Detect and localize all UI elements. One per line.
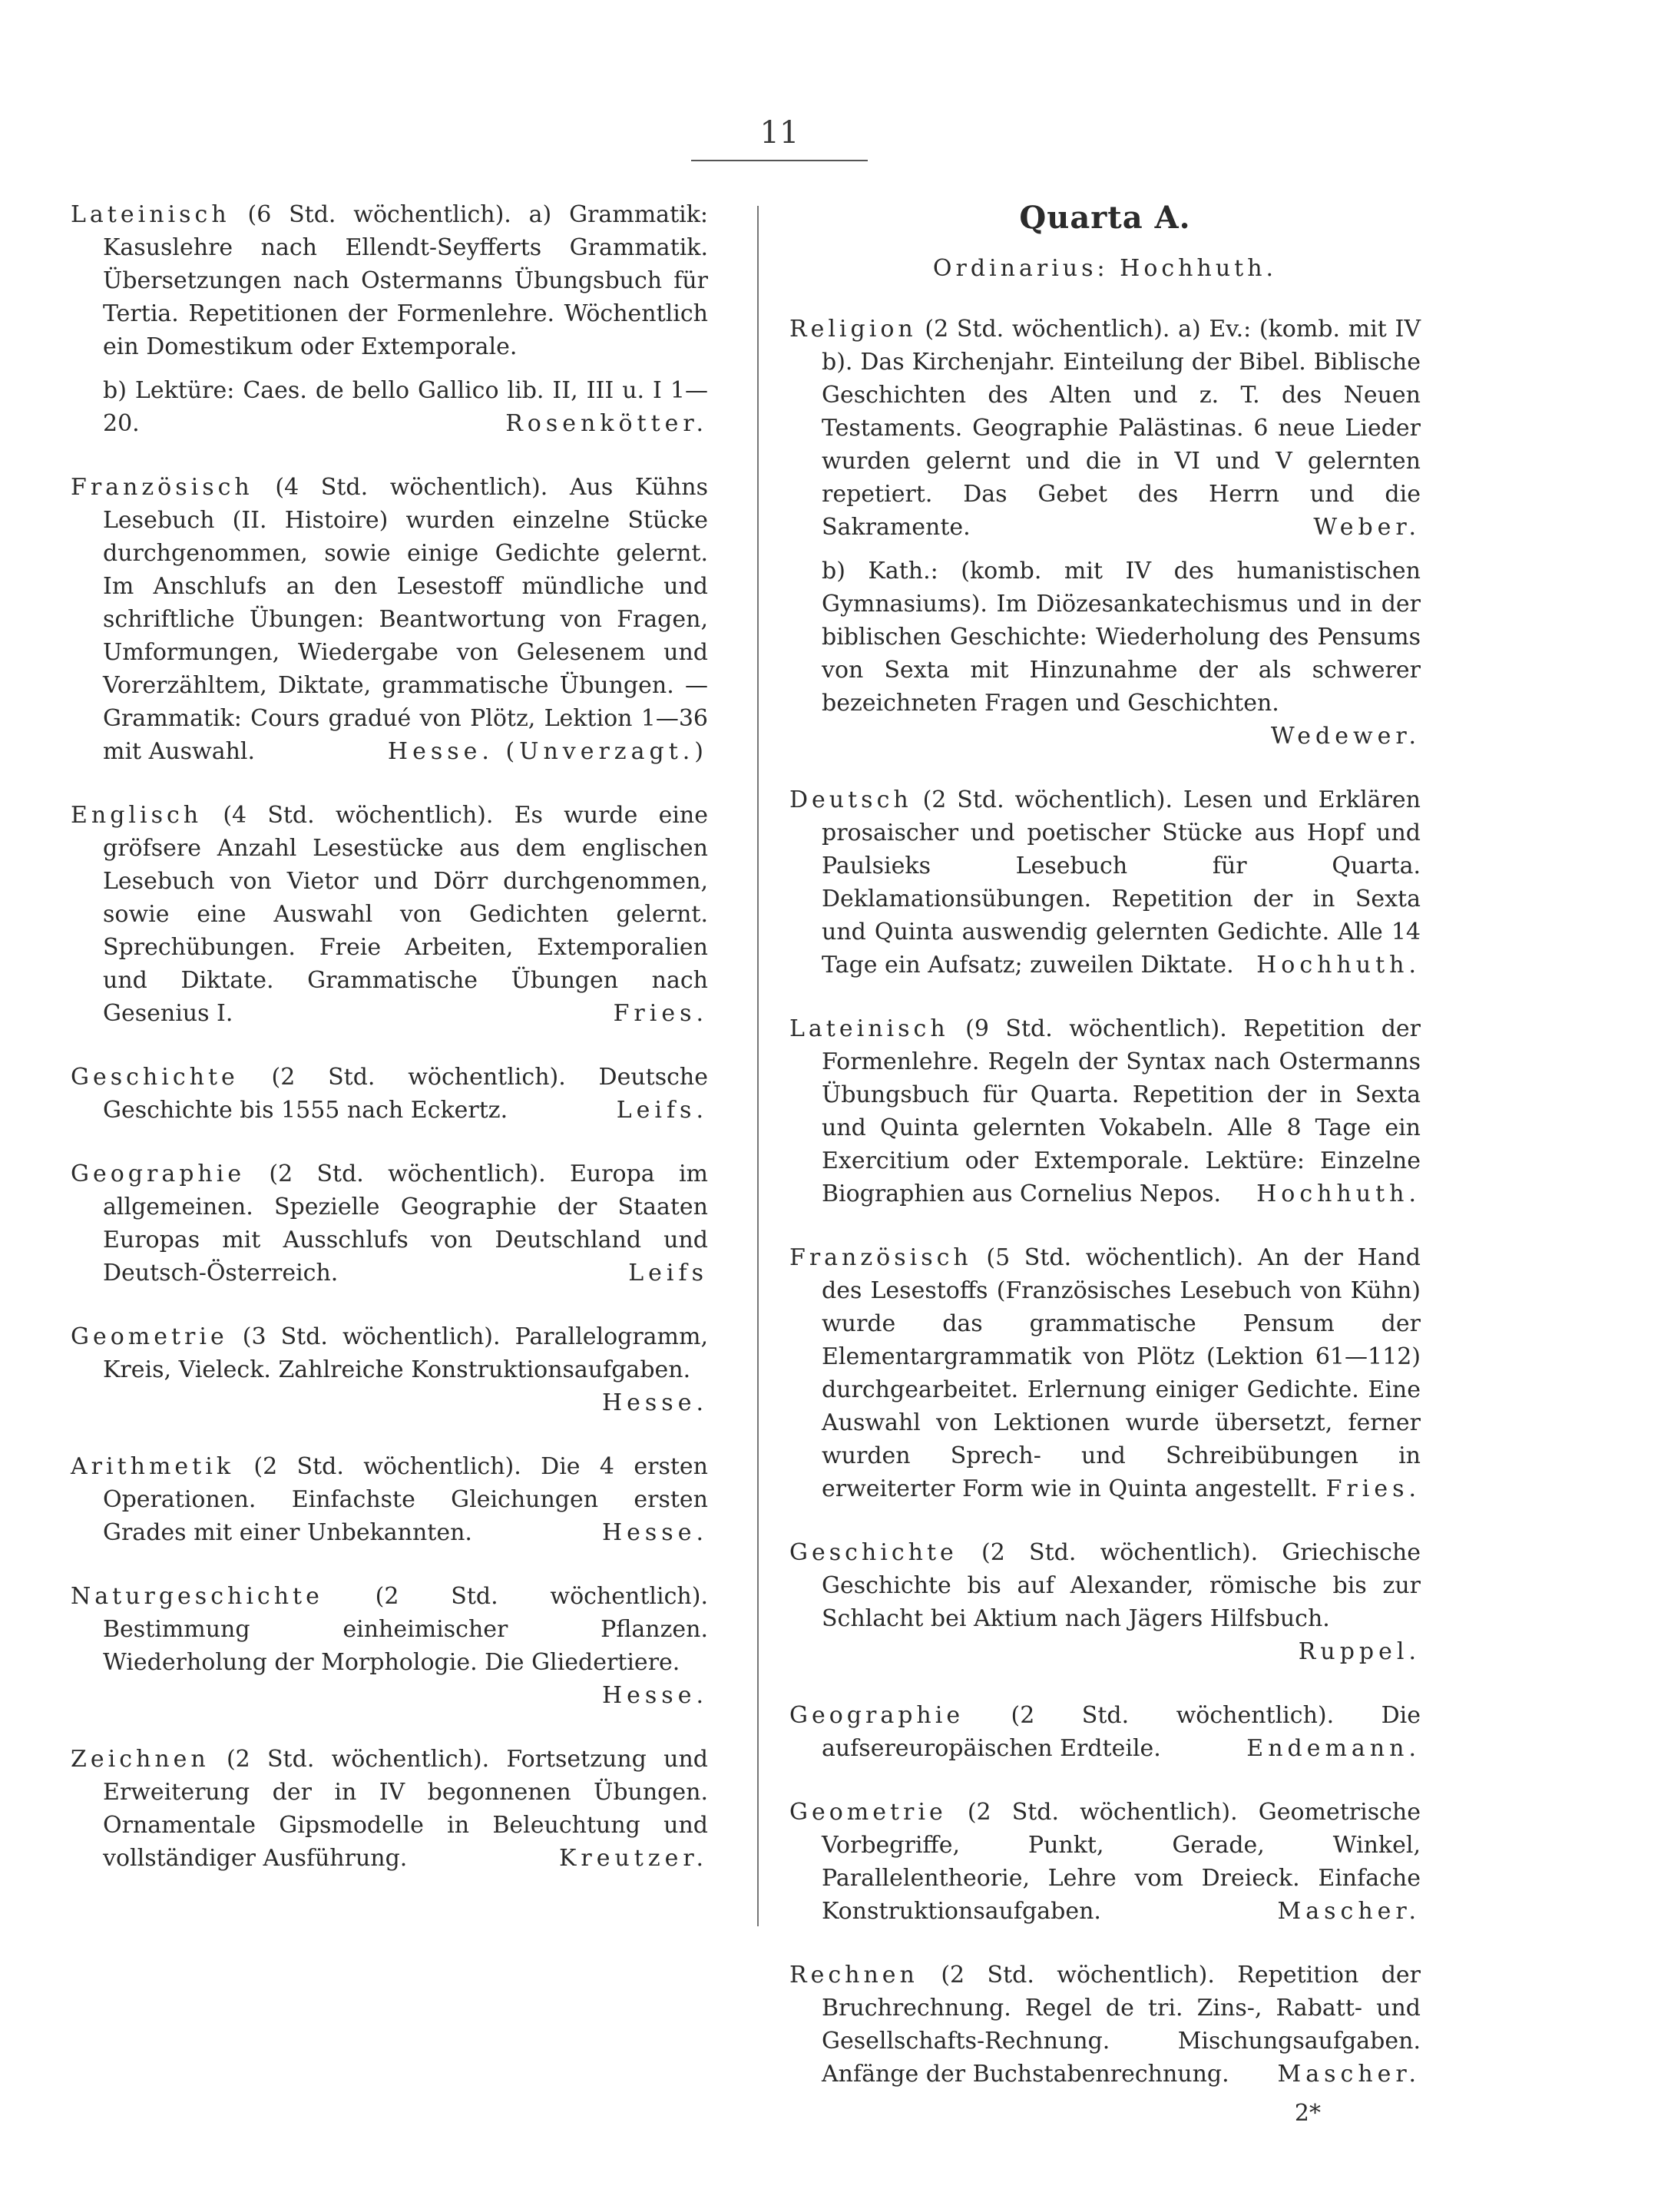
section-text: (2 Std. wöchentlich). Griechische Geschichte bis auf Alexander, römische bis zur Schlacht bei Aktium nach Jägers Hilfsbuch. bbox=[822, 1539, 1421, 1632]
subject-label: Lateinisch bbox=[789, 1015, 949, 1042]
section-arithmetik bbox=[71, 1450, 708, 1549]
subject-label: Religion bbox=[789, 316, 917, 343]
column-divider bbox=[757, 206, 759, 1926]
section-text: (2 Std. wöchentlich). Geometrische Vorbegriffe, Punkt, Gerade, Winkel, Parallelentheorie, Lehre vom Dreieck. Einfache Konstruktionsaufgaben. bbox=[822, 1799, 1421, 1925]
section-geschichte-left bbox=[71, 1061, 708, 1127]
subject-label: Zeichnen bbox=[71, 1746, 210, 1773]
section-franzoesisch-right bbox=[789, 1241, 1421, 1505]
teacher-name: Rosenkötter. bbox=[505, 410, 708, 437]
section-geographie-left bbox=[71, 1157, 708, 1290]
teacher-name: Hochhuth. bbox=[1256, 952, 1421, 979]
section-text: (9 Std. wöchentlich). Repetition der Formenlehre. Regeln der Syntax nach Ostermanns Übungsbuch für Quarta. Repetition der in Sexta und Quinta gelernten Vokabeln. Alle 8 Tage ein Exercitium oder Extemporale. Lektüre: Einzelne Biographien aus Cornelius Nepos. bbox=[822, 1015, 1421, 1207]
section-geschichte-right bbox=[789, 1536, 1421, 1668]
section-text: (3 Std. wöchentlich). Parallelogramm, Kreis, Vieleck. Zahlreiche Konstruktionsaufgaben. bbox=[103, 1323, 708, 1383]
section-franzoesisch-left bbox=[71, 471, 708, 768]
teacher-name: Kreutzer. bbox=[558, 1845, 708, 1872]
subject-label: Geographie bbox=[71, 1161, 246, 1187]
subject-label: Geschichte bbox=[789, 1539, 958, 1566]
signature-mark: 2* bbox=[1294, 2100, 1321, 2127]
subject-label: Rechnen bbox=[789, 1962, 918, 1988]
section-text: (5 Std. wöchentlich). An der Hand des Lesestoffs (Französisches Lesebuch von Kühn) wurde das grammatische Pensum der Elementargrammatik von Plötz (Lektion 61—112) durchgearbeitet. Erlernung einiger Gedichte. Eine Auswahl von Lektionen wurde übersetzt, ferner wurden Sprech- und Schreibübungen in erweiterter Form wie in Quinta angestellt. bbox=[822, 1244, 1421, 1502]
subsection bbox=[103, 374, 708, 440]
page-number: 11 bbox=[759, 115, 799, 151]
section-text: (2 Std. wöchentlich). Fortsetzung und Erweiterung der in IV begonnenen Übungen. Ornamentale Gipsmodelle in Beleuchtung und vollständiger Ausführung. bbox=[103, 1746, 708, 1872]
section-text: (2 Std. wöchentlich). Repetition der Bruchrechnung. Regel de tri. Zins-, Rabatt- und Gesellschafts-Rechnung. Mischungsaufgaben. Anfänge der Buchstabenrechnung. bbox=[822, 1962, 1421, 2088]
subject-label: Geometrie bbox=[789, 1799, 947, 1826]
subject-label: Arithmetik bbox=[71, 1453, 235, 1480]
section-text: (2 Std. wöchentlich). Lesen und Erklären prosaischer und poetischer Stücke aus Hopf und Paulsieks Lesebuch für Quarta. Deklamationsübungen. Repetition der in Sexta und Quinta auswendig gelernten Gedichte. Alle 14 Tage ein Aufsatz; zuweilen Diktate. bbox=[822, 786, 1421, 979]
subject-label: Geographie bbox=[789, 1702, 965, 1729]
teacher-name: Fries. bbox=[613, 1000, 708, 1027]
teacher-name: Hochhuth. bbox=[1256, 1181, 1421, 1207]
section-geometrie-right bbox=[789, 1796, 1421, 1928]
section-geometrie-left bbox=[71, 1320, 708, 1419]
subsection-text: b) Kath.: (komb. mit IV des humanistischen Gymnasiums). Im Diözesankatechismus und in der biblischen Geschichte: Wiederholung des Pensums von Sexta mit Hinzunahme der als schwerer bezeichneten Fragen und Geschichten. bbox=[822, 558, 1421, 717]
subject-label: Lateinisch bbox=[71, 201, 230, 228]
section-englisch bbox=[71, 799, 708, 1030]
teacher-name: Fries. bbox=[1325, 1475, 1421, 1502]
teacher-name: Hesse. (Unverzagt.) bbox=[387, 738, 708, 765]
class-title: Quarta A. bbox=[1019, 200, 1191, 236]
header-rule bbox=[691, 160, 868, 161]
subject-label: Deutsch bbox=[789, 786, 912, 813]
teacher-name: Endemann. bbox=[1246, 1735, 1421, 1762]
teacher-name: Leifs bbox=[628, 1260, 708, 1286]
subsection bbox=[822, 555, 1421, 753]
section-geographie-right bbox=[789, 1699, 1421, 1765]
right-column bbox=[789, 198, 1421, 2130]
subject-label: Französisch bbox=[71, 474, 253, 501]
teacher-name: Leifs. bbox=[616, 1097, 708, 1124]
section-rechnen bbox=[789, 1959, 1421, 2091]
section-text: (4 Std. wöchentlich). Aus Kühns Lesebuch (II. Histoire) wurden einzelne Stücke durchgenommen, sowie einige Gedichte gelernt. Im Anschlufs an den Lesestoff mündliche und schriftliche Übungen: Beantwortung von Fragen, Umformungen, Wiedergabe von Gelesenem und Vorerzähltem, Diktate, grammatische Übungen. — Grammatik: Cours gradué von Plötz, Lektion 1—36 mit Auswahl. bbox=[103, 474, 708, 765]
section-naturgeschichte bbox=[71, 1580, 708, 1712]
section-text: (6 Std. wöchentlich). a) Grammatik: Kasuslehre nach Ellendt-Seyfferts Grammatik. Übersetzungen nach Ostermanns Übungsbuch für Tertia. Repetitionen der Formenlehre. Wöchentlich ein Domestikum oder Extemporale. bbox=[103, 201, 709, 360]
section-text: (2 Std. wöchentlich). Europa im allgemeinen. Spezielle Geographie der Staaten Europas mit Ausschlufs von Deutschland und Deutsch-Österreich. bbox=[103, 1161, 708, 1286]
teacher-name: Wedewer. bbox=[1270, 723, 1421, 750]
section-religion bbox=[789, 313, 1421, 753]
section-text: (2 Std. wöchentlich). a) Ev.: (komb. mit IV b). Das Kirchenjahr. Einteilung der Bibel. Biblische Geschichten des Alten und z. T. des Neuen Testaments. Geographie Palästinas. 6 neue Lieder wurden gelernt und die in VI und V gelernten repetiert. Das Gebet des Herrn und die Sakramente. bbox=[822, 316, 1421, 541]
section-text: (4 Std. wöchentlich). Es wurde eine gröfsere Anzahl Lesestücke aus dem englischen Lesebuch von Vietor und Dörr durchgenommen, sowie eine Auswahl von Gedichten gelernt. Sprechübungen. Freie Arbeiten, Extemporalien und Diktate. Grammatische Übungen nach Gesenius I. bbox=[103, 802, 708, 1027]
subsection-text: b) Lektüre: Caes. de bello Gallico lib. II, III u. I 1—20. bbox=[103, 377, 708, 437]
subject-label: Geometrie bbox=[71, 1323, 228, 1350]
section-lateinisch-right bbox=[789, 1012, 1421, 1210]
teacher-name: Weber. bbox=[1313, 514, 1421, 541]
subject-label: Französisch bbox=[789, 1244, 972, 1271]
teacher-name: Mascher. bbox=[1277, 2061, 1421, 2088]
section-text: (2 Std. wöchentlich). Bestimmung einheimischer Pflanzen. Wiederholung der Morphologie. Die Gliedertiere. bbox=[103, 1583, 708, 1676]
section-lateinisch-left bbox=[71, 198, 708, 440]
subject-label: Englisch bbox=[71, 802, 203, 829]
section-text: (2 Std. wöchentlich). Deutsche Geschichte bis 1555 nach Eckertz. bbox=[103, 1064, 708, 1124]
teacher-name: Mascher. bbox=[1277, 1898, 1421, 1925]
teacher-name: Hesse. bbox=[602, 1519, 708, 1546]
section-zeichnen bbox=[71, 1743, 708, 1875]
section-text: (2 Std. wöchentlich). Die aufsereuropäischen Erdteile. bbox=[822, 1702, 1421, 1762]
teacher-name: Hesse. bbox=[602, 1682, 708, 1709]
ordinarius-line: Ordinarius: Hochhuth. bbox=[932, 255, 1278, 282]
section-text: (2 Std. wöchentlich). Die 4 ersten Operationen. Einfachste Gleichungen ersten Grades mit einer Unbekannten. bbox=[103, 1453, 708, 1546]
subject-label: Geschichte bbox=[71, 1064, 239, 1091]
left-column bbox=[71, 198, 708, 1906]
section-deutsch bbox=[789, 783, 1421, 982]
teacher-name: Hesse. bbox=[602, 1389, 708, 1416]
subject-label: Naturgeschichte bbox=[71, 1583, 323, 1610]
teacher-name: Ruppel. bbox=[1298, 1638, 1421, 1665]
